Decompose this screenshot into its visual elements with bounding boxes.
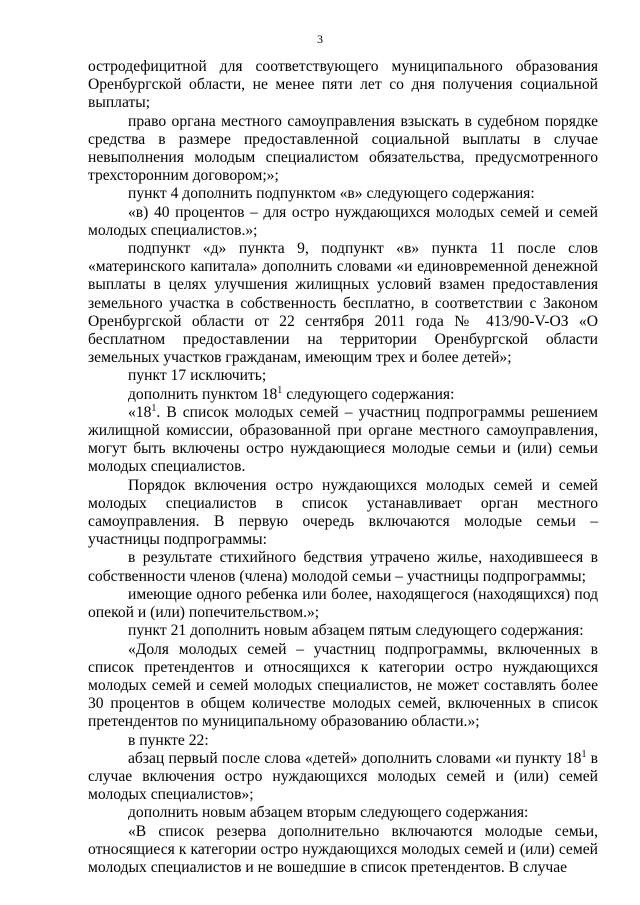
paragraph-text: «18	[128, 403, 152, 421]
superscript: 1	[277, 384, 283, 396]
paragraph: подпункт «д» пункта 9, подпункт «в» пункта 11 после слов «материнского капитала» дополнить словами «и единовременной денежной выплаты в целях улучшения жилищных условий взамен предоставления земельного участка в собственность бесплатно, в соответствии с Законом Оренбургской области от 22 сентября 2011 года № 413/90-V-ОЗ «О бесплатном предоставлении на территории Оренбургской области земельных участков гражданам, имеющим трех и более детей»;	[88, 240, 598, 367]
paragraph: Порядок включения остро нуждающихся молодых семей и семей молодых специалистов в список устанавливает орган местного самоуправления. В первую очередь включаются молодые семьи – участницы подпрограммы:	[88, 476, 598, 549]
paragraph: «Доля молодых семей – участниц подпрограммы, включенных в список претендентов и относящихся к категории остро нуждающихся молодых семей и семей молодых специалистов, не может составлять более 30 процентов в общем количестве молодых семей, включенных в список претендентов по муниципальному образованию области.»;	[88, 640, 598, 731]
paragraph: в результате стихийного бедствия утрачено жилье, находившееся в собственности членов (члена) молодой семьи – участницы подпрограммы;	[88, 549, 598, 585]
paragraph: дополнить новым абзацем вторым следующего содержания:	[128, 804, 529, 822]
paragraph: пункт 4 дополнить подпунктом «в» следующего содержания:	[128, 185, 535, 203]
paragraph	[88, 386, 598, 404]
paragraph	[88, 404, 598, 477]
paragraph: в пункте 22:	[128, 731, 209, 749]
page-number: 3	[317, 32, 323, 46]
superscript: 1	[581, 748, 587, 760]
paragraph-text: . В список молодых семей – участниц подпрограммы решением жилищной комиссии, образованной при органе местного самоуправления, могут быть включены остро нуждающиеся молодые семьи и (или) семьи молодых специалистов.	[88, 403, 598, 476]
superscript: 1	[151, 402, 157, 414]
paragraph: «в) 40 процентов – для остро нуждающихся молодых семей и семей молодых специалистов.»;	[88, 203, 598, 239]
paragraph: «В список резерва дополнительно включаются молодые семьи, относящиеся к категории остро нуждающихся молодых семей и (или) семей молодых специалистов и не вошедшие в список претендентов. В случае	[88, 822, 598, 876]
paragraph: пункт 21 дополнить новым абзацем пятым следующего содержания:	[128, 622, 584, 640]
paragraph-text: в случае включения остро нуждающихся молодых семей и (или) семей молодых специалистов»;	[88, 749, 598, 804]
paragraph: имеющие одного ребенка или более, находящегося (находящихся) под опекой и (или) попечительством.»;	[88, 585, 598, 622]
paragraph: право органа местного самоуправления взыскать в судебном порядке средства в размере предоставленной социальной выплаты в случае невыполнения молодым специалистом обязательства, предусмотренного трехсторонним договором;»;	[88, 112, 598, 185]
paragraph-text: дополнить пунктом 18	[128, 385, 278, 403]
paragraph: остродефицитной для соответствующего муниципального образования Оренбургской области, не менее пяти лет со дня получения социальной выплаты;	[88, 58, 598, 112]
paragraph	[88, 750, 598, 805]
paragraph-text: следующего содержания:	[282, 385, 455, 403]
paragraph-text: абзац первый после слова «детей» дополнить словами «и пункту 18	[128, 749, 582, 767]
paragraph: пункт 17 исключить;	[128, 367, 267, 385]
